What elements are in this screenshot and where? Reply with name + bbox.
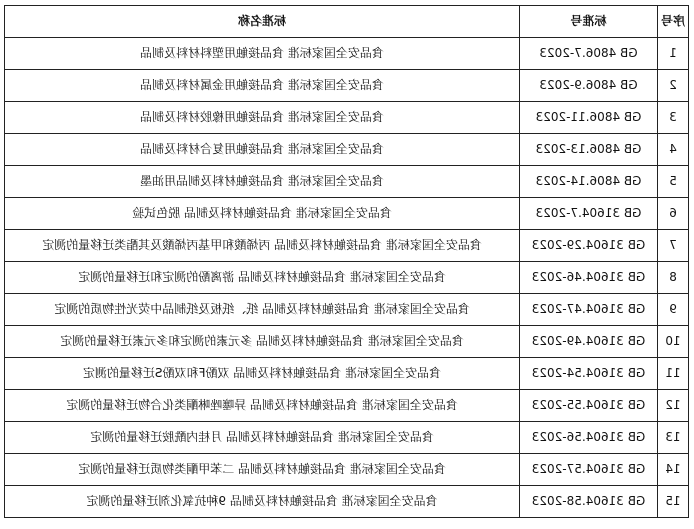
code-cell: GB 31604.47-2023 xyxy=(520,294,658,326)
num-cell: 10 xyxy=(658,326,689,358)
num-cell: 2 xyxy=(658,70,689,102)
table-row xyxy=(5,38,689,70)
name-cell: 食品安全国家标准 食品接触材料及制品 9种抗氧化剂迁移量的测定 xyxy=(5,486,520,518)
table-row xyxy=(5,262,689,294)
code-cell: GB 31604.57-2023 xyxy=(520,454,658,486)
header-num: 序号 xyxy=(658,6,689,38)
standards-table xyxy=(4,5,689,518)
name-cell: 食品安全国家标准 食品接触用橡胶材料及制品 xyxy=(5,102,520,134)
num-cell: 15 xyxy=(658,486,689,518)
standards-table-container xyxy=(5,5,689,527)
table-row xyxy=(5,390,689,422)
table-row xyxy=(5,134,689,166)
table-header-row xyxy=(5,6,689,38)
code-cell: GB 4806.13-2023 xyxy=(520,134,658,166)
table-row xyxy=(5,294,689,326)
table-row xyxy=(5,326,689,358)
num-cell: 5 xyxy=(658,166,689,198)
name-cell: 食品安全国家标准 食品接触材料及制品 双酚F和双酚S迁移量的测定 xyxy=(5,358,520,390)
code-cell: GB 4806.14-2023 xyxy=(520,166,658,198)
header-name: 标准名称 xyxy=(5,6,520,38)
num-cell: 9 xyxy=(658,294,689,326)
num-cell: 3 xyxy=(658,102,689,134)
num-cell: 6 xyxy=(658,198,689,230)
code-cell: GB 31604.49-2023 xyxy=(520,326,658,358)
num-cell: 4 xyxy=(658,134,689,166)
header-code: 标准号 xyxy=(520,6,658,38)
code-cell: GB 4806.9-2023 xyxy=(520,70,658,102)
num-cell: 14 xyxy=(658,454,689,486)
table-row xyxy=(5,166,689,198)
name-cell: 食品安全国家标准 食品接触材料及制品 异噻唑啉酮类化合物迁移量的测定 xyxy=(5,390,520,422)
code-cell: GB 31604.55-2023 xyxy=(520,390,658,422)
table-row xyxy=(5,230,689,262)
name-cell: 食品安全国家标准 食品接触材料及制品 多元素的测定和多元素迁移量的测定 xyxy=(5,326,520,358)
name-cell: 食品安全国家标准 食品接触用金属材料及制品 xyxy=(5,70,520,102)
table-row xyxy=(5,486,689,518)
code-cell: GB 31604.56-2023 xyxy=(520,422,658,454)
num-cell: 7 xyxy=(658,230,689,262)
table-row xyxy=(5,70,689,102)
name-cell: 食品安全国家标准 食品接触材料及制品 脱色试验 xyxy=(5,198,520,230)
num-cell: 8 xyxy=(658,262,689,294)
table-row xyxy=(5,102,689,134)
table-row xyxy=(5,358,689,390)
code-cell: GB 31604.58-2023 xyxy=(520,486,658,518)
code-cell: GB 31604.29-2023 xyxy=(520,230,658,262)
num-cell: 11 xyxy=(658,358,689,390)
name-cell: 食品安全国家标准 食品接触材料及制品 纸、纸板及纸制品中荧光性物质的测定 xyxy=(5,294,520,326)
name-cell: 食品安全国家标准 食品接触材料及制品 游离酚的测定和迁移量的测定 xyxy=(5,262,520,294)
name-cell: 食品安全国家标准 食品接触材料及制品用油墨 xyxy=(5,166,520,198)
name-cell: 食品安全国家标准 食品接触材料及制品 月桂内酰胺迁移量的测定 xyxy=(5,422,520,454)
code-cell: GB 31604.54-2023 xyxy=(520,358,658,390)
name-cell: 食品安全国家标准 食品接触材料及制品 丙烯酸和甲基丙烯酸及其酯类迁移量的测定 xyxy=(5,230,520,262)
code-cell: GB 4806.7-2023 xyxy=(520,38,658,70)
name-cell: 食品安全国家标准 食品接触用塑料材料及制品 xyxy=(5,38,520,70)
num-cell: 1 xyxy=(658,38,689,70)
name-cell: 食品安全国家标准 食品接触用复合材料及制品 xyxy=(5,134,520,166)
table-row xyxy=(5,422,689,454)
num-cell: 13 xyxy=(658,422,689,454)
code-cell: GB 31604.46-2023 xyxy=(520,262,658,294)
table-row xyxy=(5,454,689,486)
table-row xyxy=(5,198,689,230)
code-cell: GB 31604.7-2023 xyxy=(520,198,658,230)
code-cell: GB 4806.11-2023 xyxy=(520,102,658,134)
num-cell: 12 xyxy=(658,390,689,422)
name-cell: 食品安全国家标准 食品接触材料及制品 二苯甲酮类物质迁移量的测定 xyxy=(5,454,520,486)
